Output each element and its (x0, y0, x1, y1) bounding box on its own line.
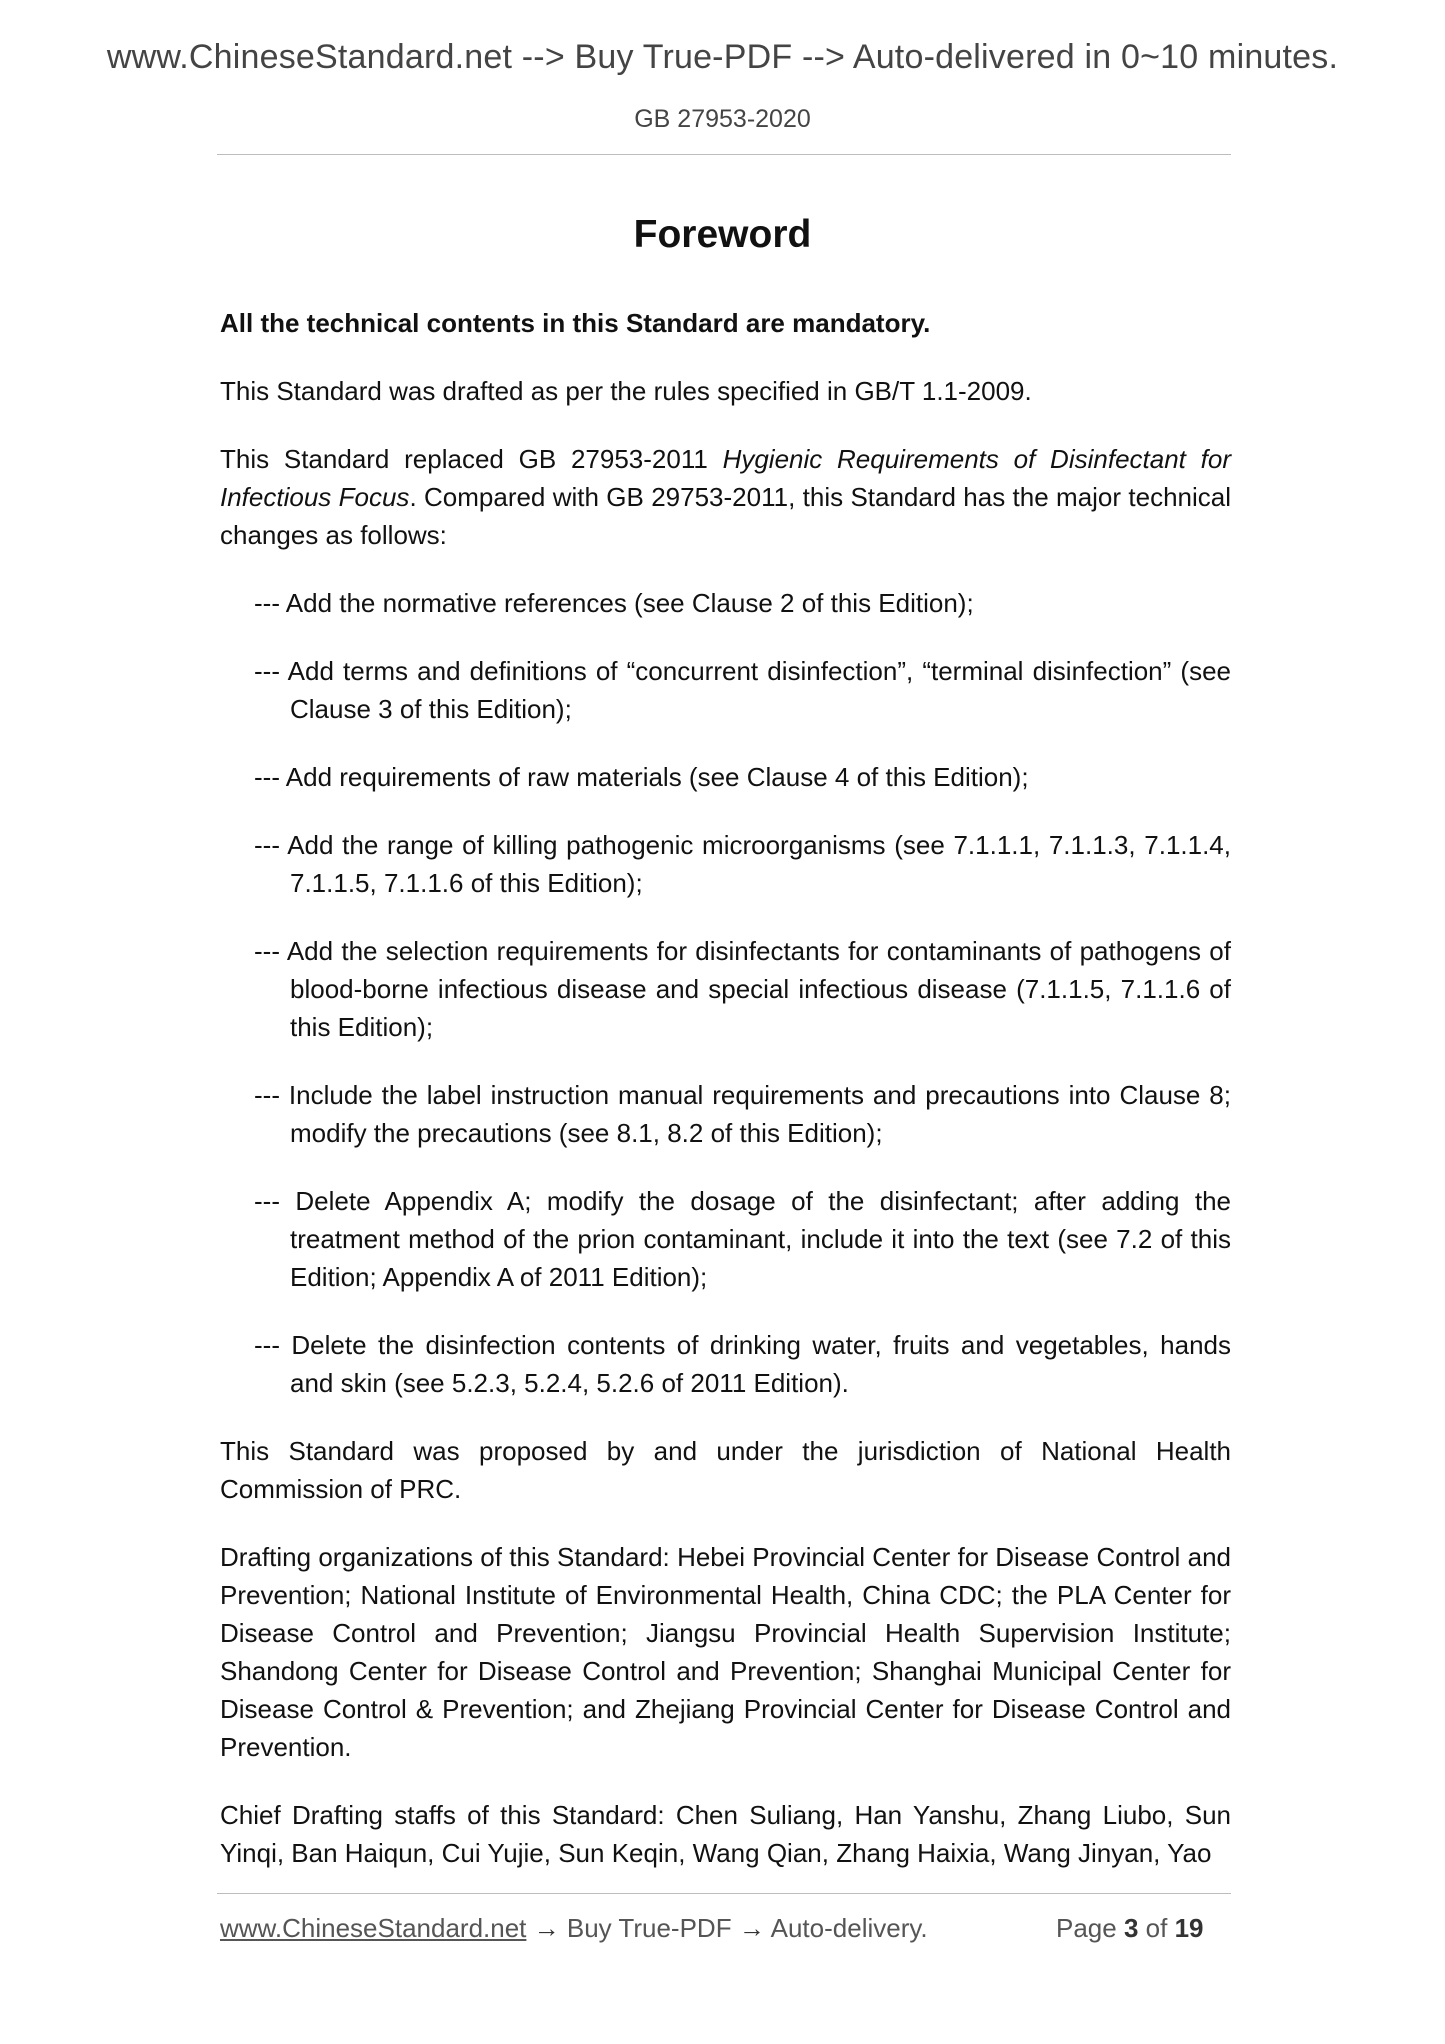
page-label: Page (1056, 1913, 1117, 1943)
change-item: --- Delete Appendix A; modify the dosage of the disinfectant; after adding the treatment method of the prion contaminant, include it into the text (see 7.2 of this Edition; Appendix A of 2011 Edition); (254, 1186, 1231, 1292)
replacement-text-start: This Standard replaced GB 27953-2011 (220, 444, 723, 474)
change-item: --- Add requirements of raw materials (see Clause 4 of this Edition); (254, 762, 1029, 792)
header-divider (217, 154, 1231, 155)
drafting-organizations-paragraph: Drafting organizations of this Standard: Hebei Provincial Center for Disease Control and Prevention; National Institute of Environmental Health, China CDC; the PLA Center for Disease Control and Prevention; Jiangsu Provincial Health Supervision Institute; Shandong Center for Disease Control and Prevention; Shanghai Municipal Center for Disease Control & Prevention; and Zhejiang Provincial Center for Disease Control and Prevention. (220, 1542, 1231, 1762)
change-item: --- Delete the disinfection contents of drinking water, fruits and vegetables, hands and skin (see 5.2.3, 5.2.4, 5.2.6 of 2011 Edition). (254, 1330, 1231, 1398)
arrow-right-icon: → (533, 1913, 560, 1943)
change-item: --- Add the selection requirements for disinfectants for contaminants of pathogens of blood-borne infectious disease and special infectious disease (7.1.1.5, 7.1.1.6 of this Edition); (254, 936, 1231, 1042)
footer-delivery-text: Auto-delivery. (770, 1913, 928, 1943)
proposal-paragraph: This Standard was proposed by and under the jurisdiction of National Health Commission of PRC. (220, 1436, 1231, 1504)
change-item: --- Include the label instruction manual requirements and precautions into Clause 8; modify the precautions (see 8.1, 8.2 of this Edition); (254, 1080, 1231, 1148)
footer-promo (220, 1913, 928, 1944)
change-item: --- Add terms and definitions of “concurrent disinfection”, “terminal disinfection” (see Clause 3 of this Edition); (254, 656, 1231, 724)
page-of-label: of (1145, 1913, 1168, 1943)
footer-site-link[interactable]: www.ChineseStandard.net (220, 1913, 527, 1943)
mandatory-statement: All the technical contents in this Standard are mandatory. (220, 308, 931, 338)
chief-drafting-staff-paragraph: Chief Drafting staffs of this Standard: Chen Suliang, Han Yanshu, Zhang Liubo, Sun Yinqi, Ban Haiqun, Cui Yujie, Sun Keqin, Wang Qian, Zhang Haixia, Wang Jinyan, Yao (220, 1800, 1231, 1868)
replacement-paragraph (220, 440, 1231, 554)
footer-buy-text: Buy True-PDF (566, 1913, 732, 1943)
change-item: --- Add the range of killing pathogenic microorganisms (see 7.1.1.1, 7.1.1.3, 7.1.1.4, 7.1.1.5, 7.1.1.6 of this Edition); (254, 830, 1231, 898)
top-banner: www.ChineseStandard.net --> Buy True-PDF --> Auto-delivered in 0~10 minutes. (106, 38, 1339, 76)
replacement-text-end: . Compared with GB 29753-2011, this Standard has the major technical changes as follows: (220, 482, 1232, 550)
arrow-right-icon: → (738, 1913, 765, 1943)
document-code: GB 27953-2020 (634, 105, 811, 133)
change-item: --- Add the normative references (see Clause 2 of this Edition); (254, 588, 974, 618)
page-current: 3 (1123, 1913, 1139, 1943)
document-body (220, 304, 1231, 1872)
replaced-standard-title: Hygienic Requirements of Disinfectant for Infectious Focus (220, 444, 1231, 512)
page-title: Foreword (633, 213, 812, 256)
footer-divider (217, 1893, 1231, 1894)
drafting-rules-paragraph: This Standard was drafted as per the rules specified in GB/T 1.1-2009. (220, 376, 1032, 406)
page-total: 19 (1174, 1913, 1204, 1943)
page-number (1056, 1913, 1204, 1944)
